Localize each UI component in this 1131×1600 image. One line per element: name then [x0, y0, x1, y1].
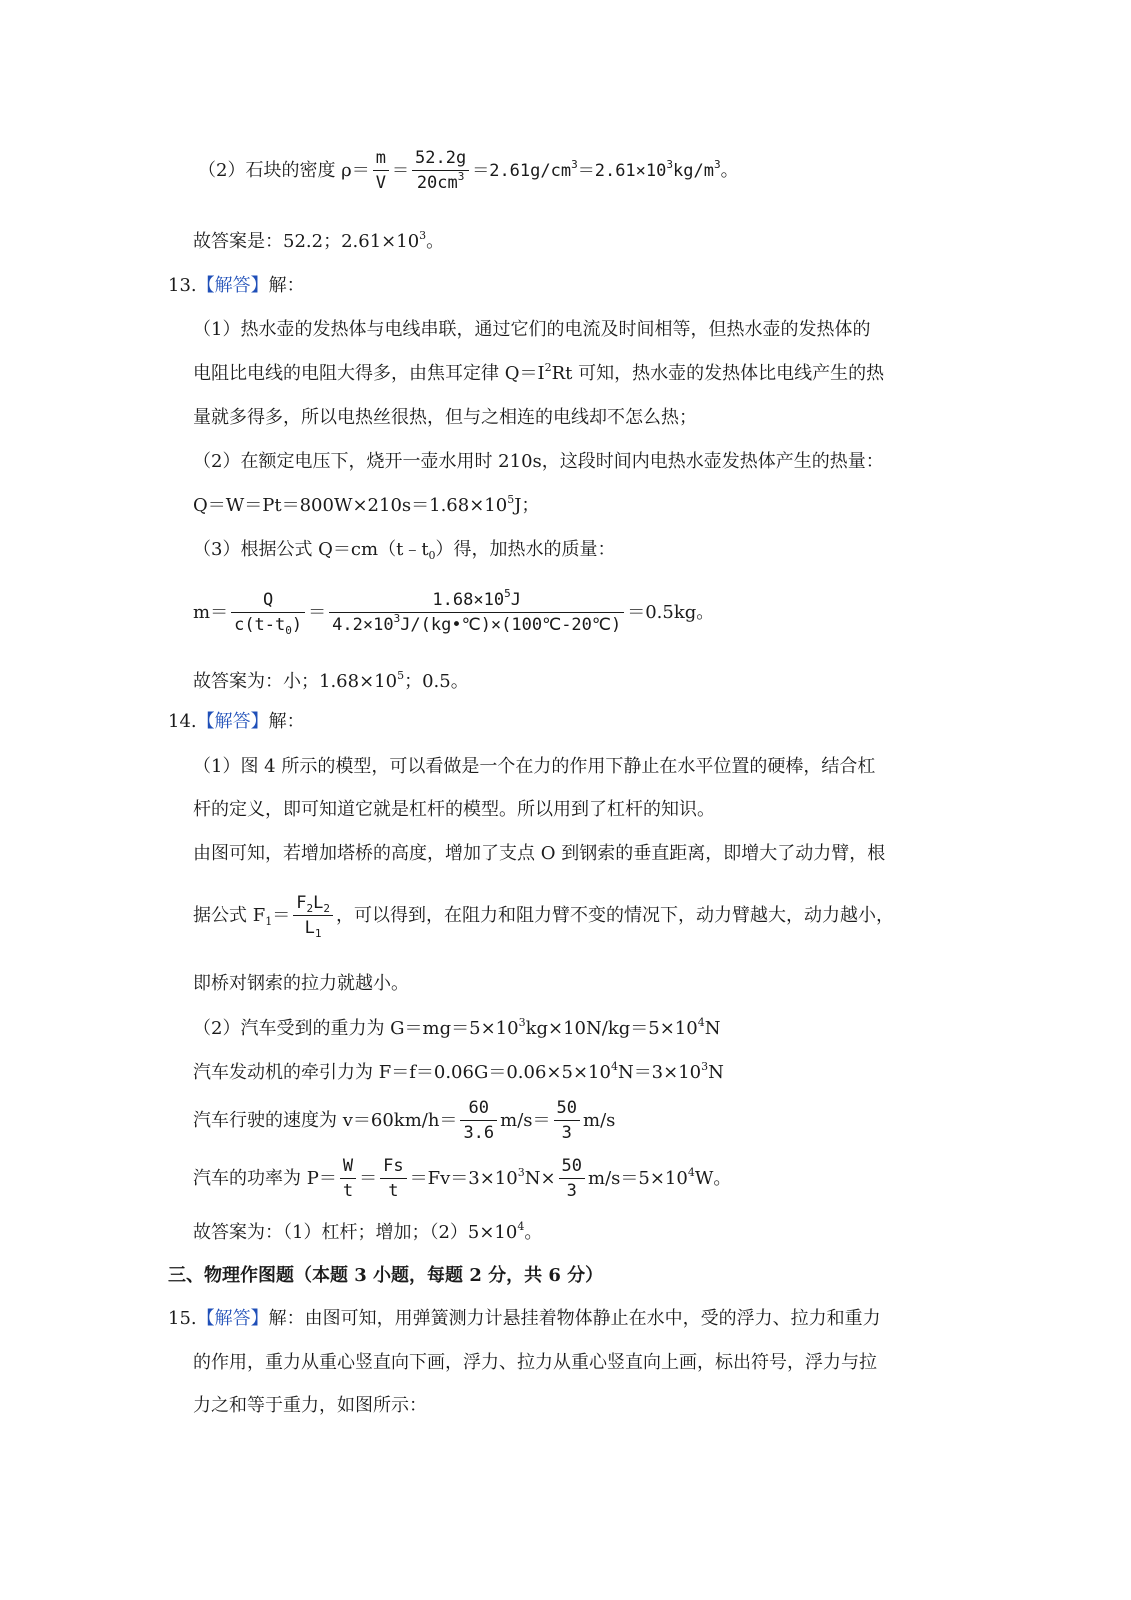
fraction-heat-over-capacity — [329, 588, 624, 637]
text-part: m/s＝ — [500, 1109, 551, 1131]
subscript: 2 — [323, 902, 330, 915]
question-number: 14. — [168, 711, 197, 732]
answer-end: 。 — [426, 231, 445, 252]
formula-result: ＝0.5kg。 — [627, 601, 715, 623]
paragraph-line: （2）在额定电压下，烧开一壶水用时 210s，这段时间内电热水壶发热体产生的热量： — [193, 451, 884, 472]
text-part: N — [704, 1018, 721, 1039]
exponent: 2 — [544, 361, 552, 374]
fraction-denominator — [412, 171, 469, 195]
density-prefix: （2）石块的密度 ρ＝ — [198, 159, 370, 181]
fraction-60-over-3.6 — [460, 1096, 497, 1145]
text-part: 汽车行驶的速度为 v＝60km/h＝ — [193, 1109, 458, 1131]
text-part: Rt 可知，热水壶的发热体比电线产生的热 — [551, 363, 885, 384]
fraction-f2l2-over-l1 — [293, 891, 333, 940]
text-part: L — [313, 893, 324, 913]
exponent: 4 — [687, 1165, 695, 1179]
text-part: m/s — [583, 1109, 616, 1131]
question-number: 15. — [168, 1308, 197, 1329]
answer-end: ；0.5。 — [404, 671, 469, 692]
exponent: 3 — [457, 170, 465, 183]
solution-label: 解： — [268, 275, 305, 296]
text-part: Q＝W＝Pt＝800W×210s＝1.68×10 — [193, 495, 508, 516]
density-result — [472, 159, 720, 183]
text-part: W。 — [694, 1167, 732, 1189]
text-part — [410, 1167, 556, 1191]
paragraph-line — [193, 538, 616, 562]
text-part: m/s＝5×10 — [588, 1167, 688, 1189]
paragraph-line: 解：由图可知，用弹簧测力计悬挂着物体静止在水中，受的浮力、拉力和重力 — [268, 1308, 881, 1329]
text-part: 据公式 F — [193, 904, 266, 926]
answer-text: 故答案是：52.2；2.61×10 — [193, 231, 420, 252]
question-header-13 — [168, 274, 305, 298]
question-number: 13. — [168, 275, 197, 296]
exponent: 4 — [517, 1220, 525, 1233]
text-part: J/(kg•℃)×(100℃-20℃) — [400, 615, 622, 635]
paragraph-line — [193, 362, 884, 386]
paragraph-line: 即桥对钢索的拉力就越小。 — [193, 973, 409, 994]
result-part: kg/m — [673, 160, 714, 181]
text-part: ）得，加热水的质量： — [435, 539, 616, 560]
formula-prefix — [193, 904, 290, 928]
formula-prefix: m＝ — [193, 601, 229, 623]
equals-sign: ＝ — [359, 1167, 378, 1189]
fraction-numerator: 60 — [460, 1096, 497, 1121]
text-part: 4.2×10 — [332, 615, 394, 635]
equals-sign: ＝ — [392, 160, 410, 181]
fraction-denominator: V — [375, 173, 387, 193]
exponent: 3 — [518, 1016, 526, 1029]
exponent: 5 — [507, 493, 515, 506]
answer-tag: 【解答】 — [196, 1308, 269, 1329]
text-part: N＝3×10 — [617, 1062, 702, 1083]
subscript: 1 — [265, 914, 273, 928]
answer-line-14 — [193, 1221, 542, 1245]
fraction-numerator — [293, 891, 333, 916]
fraction-q-over-ct — [231, 588, 305, 637]
denominator-text: 20cm — [416, 173, 458, 193]
fraction-denominator: 3.6 — [463, 1123, 495, 1143]
question-header-15 — [168, 1307, 881, 1331]
traction-line — [193, 1061, 724, 1085]
fraction-denominator: t — [342, 1181, 354, 1201]
fraction-numerator: Q — [231, 588, 305, 613]
text-part: F — [296, 893, 307, 913]
text-part: J； — [514, 495, 540, 516]
answer-line-12 — [193, 230, 444, 254]
subscript: 0 — [428, 549, 436, 562]
text-part: J — [510, 590, 521, 610]
fraction-denominator — [329, 613, 624, 637]
text-part: 汽车发动机的牵引力为 F＝f＝0.06G＝0.06×5×10 — [193, 1062, 611, 1083]
answer-end: 。 — [524, 1222, 543, 1243]
fraction-denominator — [231, 613, 305, 637]
paragraph-line: 量就多得多，所以电热丝很热，但与之相连的电线却不怎么热； — [193, 407, 697, 428]
exponent: 4 — [697, 1016, 705, 1029]
fraction-denominator: 3 — [561, 1123, 572, 1143]
exponent: 5 — [397, 669, 405, 682]
text-part: 1.68×10 — [432, 590, 505, 610]
answer-text: 故答案为：（1）杠杆；增加；（2）5×10 — [193, 1222, 518, 1243]
fraction-fs-over-t — [380, 1154, 406, 1203]
exponent: 5 — [504, 587, 511, 600]
text-part — [588, 1167, 731, 1191]
answer-tag: 【解答】 — [196, 711, 269, 732]
fraction-numerator: 50 — [559, 1154, 585, 1179]
exponent: 3 — [713, 157, 721, 171]
answer-line-13 — [193, 670, 469, 694]
fraction-denominator — [293, 916, 333, 940]
text-part: 汽车的功率为 P＝ — [193, 1167, 337, 1189]
formula-suffix: ，可以得到，在阻力和阻力臂不变的情况下，动力臂越大，动力越小， — [335, 904, 894, 926]
exponent: 4 — [610, 1060, 618, 1073]
result-part: ＝2.61g/cm — [472, 160, 572, 181]
exponent: 3 — [517, 1165, 525, 1179]
solution-label: 解： — [268, 711, 305, 732]
paragraph-line: 由图可知，若增加塔桥的高度，增加了支点 O 到钢索的垂直距离，即增大了动力臂，根 — [193, 843, 886, 864]
fraction-m-over-v — [373, 146, 389, 195]
result-part: ＝2.61×10 — [577, 160, 667, 181]
exponent: 3 — [419, 229, 427, 242]
lever-formula-line — [193, 891, 894, 940]
text-part: N — [708, 1062, 724, 1083]
text-part: c(t-t — [234, 615, 286, 635]
paragraph-line: （1）热水壶的发热体与电线串联，通过它们的电流及时间相等，但热水壶的发热体的 — [193, 319, 871, 340]
equals-sign: ＝ — [308, 601, 327, 623]
text-part: （2）汽车受到的重力为 G＝mg＝5×10 — [193, 1018, 519, 1039]
gravity-line — [193, 1017, 720, 1041]
fraction-numerator: 52.2g — [412, 146, 469, 171]
paragraph-line: （1）图 4 所示的模型，可以看做是一个在力的作用下静止在水平位置的硬棒，结合杠 — [193, 756, 876, 777]
fraction-50-over-3 — [559, 1154, 585, 1203]
question-header-14 — [168, 710, 305, 734]
subscript: 2 — [306, 902, 314, 915]
answer-tag: 【解答】 — [196, 275, 269, 296]
fraction-denominator: 3 — [566, 1181, 577, 1201]
text-part: （3）根据公式 Q＝cm（t﹣t — [193, 539, 429, 560]
fraction-w-over-t — [340, 1154, 356, 1203]
paragraph-line — [193, 494, 539, 518]
text-part: ＝Fv＝3×10 — [409, 1167, 518, 1189]
text-part: 电阻比电线的电阻大得多，由焦耳定律 Q＝I — [193, 363, 545, 384]
exponent: 3 — [393, 612, 401, 625]
fraction-numerator: 50 — [554, 1096, 580, 1121]
answer-text: 故答案为：小；1.68×10 — [193, 671, 398, 692]
fraction-numerator: W — [340, 1154, 356, 1179]
subscript: 1 — [314, 927, 322, 940]
fraction-numerator — [329, 588, 624, 613]
mass-formula-line — [193, 588, 714, 637]
fraction-numerator: Fs — [380, 1154, 406, 1179]
text-part: kg×10N/kg＝5×10 — [525, 1018, 698, 1039]
fraction-numerator: m — [373, 146, 389, 171]
fraction-mass-over-volume — [412, 146, 469, 195]
text-part: N× — [524, 1167, 556, 1189]
exponent: 3 — [666, 157, 673, 171]
paragraph-line: 的作用，重力从重心竖直向下画，浮力、拉力从重心竖直向上画，标出符号，浮力与拉 — [193, 1352, 877, 1373]
exponent: 3 — [701, 1060, 709, 1073]
velocity-line — [193, 1096, 615, 1145]
fraction-denominator: t — [388, 1181, 399, 1201]
section-heading: 三、物理作图题（本题 3 小题，每题 2 分，共 6 分） — [168, 1265, 604, 1286]
period: 。 — [720, 159, 739, 181]
fraction-50-over-3 — [554, 1096, 580, 1145]
power-line — [193, 1154, 731, 1203]
exponent: 3 — [571, 157, 578, 171]
text-part: ＝ — [272, 904, 291, 926]
text-part: L — [304, 918, 315, 938]
paragraph-line: 杆的定义，即可知道它就是杠杆的模型。所以用到了杠杆的知识。 — [193, 799, 715, 820]
subscript: 0 — [285, 624, 292, 637]
paragraph-line: 力之和等于重力，如图所示： — [193, 1395, 427, 1416]
text-part: ) — [291, 615, 303, 635]
density-formula-line — [198, 146, 739, 195]
